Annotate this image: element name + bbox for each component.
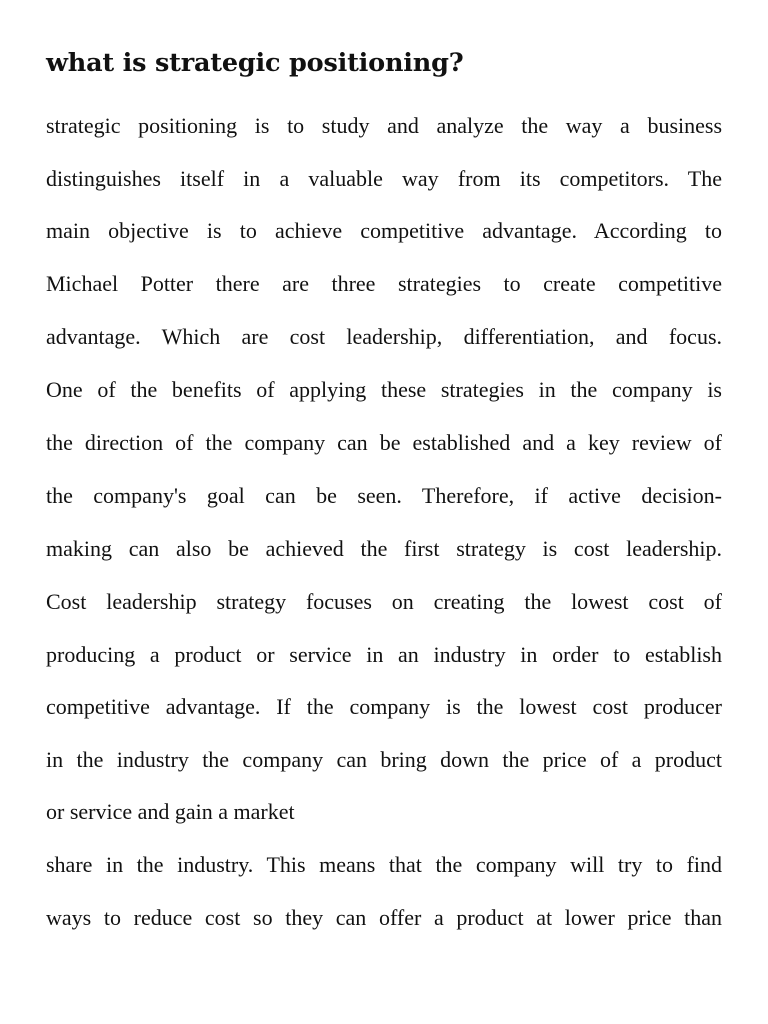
body-text-line: advantage. Which are cost leadership, differentiation, and focus. [46,324,722,349]
body-text-line: the direction of the company can be established and a key review of [46,430,722,455]
body-text-line: making can also be achieved the first strategy is cost leadership. [46,536,722,561]
body-text-line: Cost leadership strategy focuses on creating the lowest cost of [46,589,722,614]
body-text-line: main objective is to achieve competitive advantage. According to [46,218,722,243]
body-text-line: Michael Potter there are three strategies to create competitive [46,271,722,296]
body-text-line: the company's goal can be seen. Therefore, if active decision- [46,483,722,508]
body-text-line: distinguishes itself in a valuable way from its competitors. The [46,166,722,191]
body-text-line: in the industry the company can bring down the price of a product [46,747,722,772]
body-text-line: share in the industry. This means that the company will try to find [46,852,722,877]
body-text-line: producing a product or service in an industry in order to establish [46,642,722,667]
body-text-line: ways to reduce cost so they can offer a product at lower price than [46,905,722,930]
body-text-line: strategic positioning is to study and analyze the way a business [46,113,722,138]
document-heading: what is strategic positioning? [46,48,464,78]
body-text-line: One of the benefits of applying these strategies in the company is [46,377,722,402]
body-text-line: or service and gain a market [46,799,295,824]
body-text-line: competitive advantage. If the company is the lowest cost producer [46,694,722,719]
